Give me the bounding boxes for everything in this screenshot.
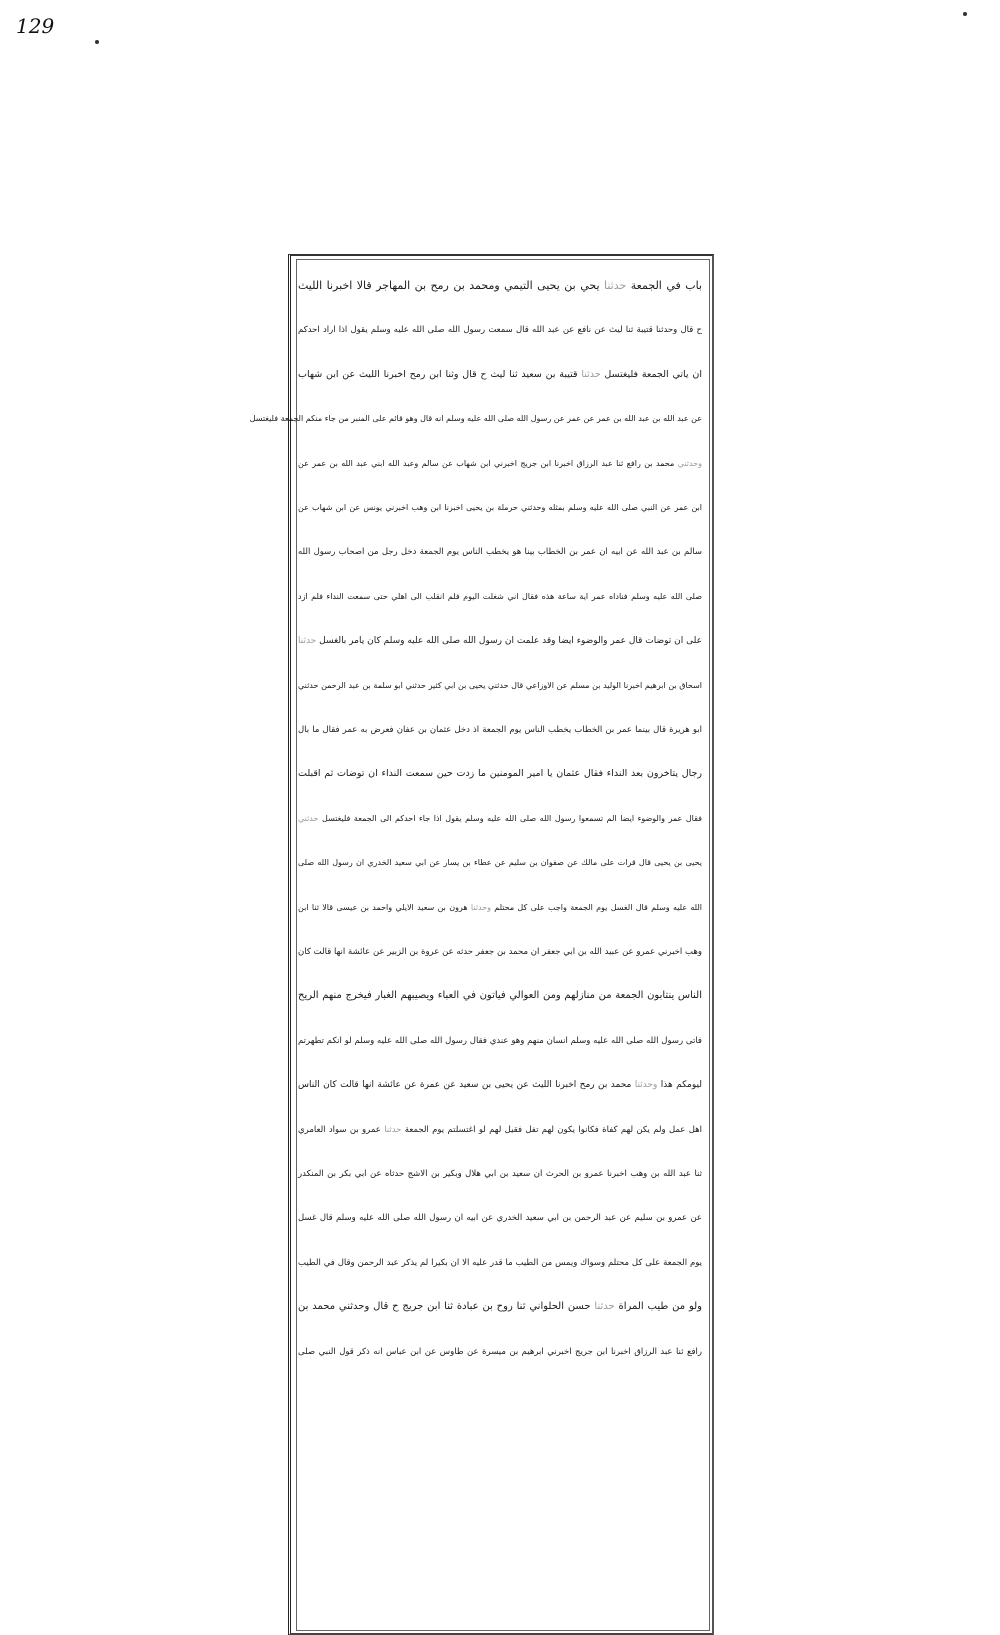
- line-text: سالم بن عبد الله عن ابيه ان عمر بن الخطاب بينا هو يخطب الناس يوم الجمعة دخل رجل من اصحاب رسول الله: [298, 547, 702, 558]
- line-text: ان ياتي الجمعة فليغتسل: [604, 368, 702, 380]
- manuscript-line: [298, 754, 702, 794]
- manuscript-line: [298, 1198, 702, 1238]
- manuscript-line: [298, 1154, 702, 1194]
- manuscript-line: [298, 888, 702, 928]
- line-text: وهب اخبرني عمرو عن عبيد الله بن ابي جعفر ان محمد بن جعفر حدثه عن عروة بن الزبير عن عائشة انها قالت كان: [298, 947, 702, 957]
- line-text: رجال يتاخرون بعد النداء فقال عثمان يا امير المومنين ما زدت حين سمعت النداء ان توضات ثم اقبلت: [298, 768, 702, 780]
- line-text: يحيى بن يحيى قال قرات على مالك عن صفوان بن سليم عن عطاء بن يسار عن ابي سعيد الخدري ان رسول الله صلى: [298, 858, 702, 868]
- page-number: 129: [16, 14, 55, 38]
- line-text: عن عمرو بن سليم عن عبد الرحمن بن ابي سعيد الخدري عن ابيه ان رسول الله صلى الله عليه وسلم قال غسل: [298, 1213, 702, 1224]
- manuscript-line: [298, 666, 702, 706]
- manuscript-line: [249, 399, 702, 439]
- line-text: فقال عمر والوضوء ايضا الم تسمعوا رسول الله صلى الله عليه وسلم يقول اذا جاء احدكم الى الجمعة فليغتسل: [322, 813, 702, 823]
- manuscript-line: [298, 799, 702, 839]
- manuscript-line: [298, 932, 702, 972]
- rubric-word: وحدثني: [677, 458, 702, 468]
- manuscript-line: [298, 621, 702, 661]
- rubric-word: وحدثنا: [470, 902, 491, 912]
- ink-speck: [95, 40, 99, 44]
- line-text: محمد بن رافع ثنا عبد الرزاق اخبرنا ابن جريج اخبرني ابن شهاب عن سالم وعبد الله ابني عبد الله بن عمر عن: [298, 458, 675, 468]
- manuscript-text-block: [249, 262, 702, 1632]
- line-text: يوم الجمعة على كل محتلم وسواك ويمس من الطيب ما قدر عليه الا ان بكيرا لم يذكر عبد الرحمن وقال في الطيب: [298, 1257, 702, 1268]
- chapter-heading: باب في الجمعة: [630, 279, 702, 292]
- rubric-word: حدثنا: [594, 1301, 615, 1313]
- line-text: هرون بن سعيد الايلي واحمد بن عيسى قالا ثنا ابن: [298, 902, 468, 912]
- line-text: ابن عمر عن النبي صلى الله عليه وسلم بمثله وحدثني حرملة بن يحيى اخبرنا ابن وهب اخبرني يونس عن ابن شهاب عن: [298, 503, 702, 512]
- line-text: ح قال وحدثنا قتيبة ثنا ليث عن نافع عن عبد الله قال سمعت رسول الله صلى الله عليه وسلم يقول اذا اراد احدكم: [298, 325, 702, 336]
- manuscript-line: [298, 532, 702, 572]
- rubric-word: وحدثنا: [634, 1080, 658, 1091]
- manuscript-line: [298, 488, 702, 528]
- line-text: الله عليه وسلم قال الغسل يوم الجمعة واجب على كل محتلم: [494, 902, 702, 912]
- line-text: ليومكم هذا: [660, 1080, 702, 1091]
- line-text: حسن الحلواني ثنا روح بن عبادة ثنا ابن جريج ح قال وحدثني محمد بن: [298, 1301, 591, 1313]
- line-text: على ان توضات قال عمر والوضوء ايضا وقد علمت ان رسول الله صلى الله عليه وسلم كان يامر بالغسل: [319, 636, 702, 647]
- line-text: صلى الله عليه وسلم فناداه عمر اية ساعة هذه فقال اني شغلت اليوم فلم انقلب الى اهلي حتى سمعت النداء فلم ازد: [298, 591, 702, 601]
- manuscript-line: [298, 1065, 702, 1105]
- line-text: الناس ينتابون الجمعة من منازلهم ومن العوالي فياتون في العباء ويصيبهم الغبار فيخرج منهم الريح: [298, 990, 702, 1002]
- line-text: فاتى رسول الله صلى الله عليه وسلم انسان منهم وهو عندي فقال رسول الله صلى الله عليه وسلم لو انكم تطهرتم: [298, 1035, 702, 1046]
- manuscript-line: [298, 1021, 702, 1061]
- line-text: يحي بن يحيى التيمي ومحمد بن رمح بن المهاجر قالا اخبرنا الليث: [298, 279, 600, 292]
- manuscript-line: [298, 1287, 702, 1327]
- manuscript-line: [298, 1332, 702, 1372]
- manuscript-line: [298, 843, 702, 883]
- line-text: عمرو بن سواد العامري: [298, 1124, 381, 1135]
- manuscript-line: [298, 976, 702, 1016]
- manuscript-line: [298, 1110, 702, 1150]
- line-text: رافع ثنا عبد الرزاق اخبرنا ابن جريج اخبرني ابرهيم بن ميسرة عن طاوس عن ابن عباس انه ذكر قول النبي صلى: [298, 1346, 702, 1357]
- line-text: محمد بن رمح اخبرنا الليث عن يحيى بن سعيد عن عمرة عن عائشة انها قالت كان الناس: [298, 1080, 632, 1091]
- rubric-word: حدثنا: [384, 1124, 402, 1135]
- line-text: ولو من طيب المراة: [618, 1301, 702, 1313]
- rubric-word: حدثنا: [604, 279, 627, 292]
- manuscript-line: [298, 355, 702, 395]
- manuscript-line: [298, 310, 702, 350]
- manuscript-line: [298, 266, 702, 306]
- rubric-word: حدثني: [298, 813, 319, 823]
- ink-speck: [963, 12, 967, 16]
- manuscript-line: [298, 444, 702, 484]
- line-text: قتيبة بن سعيد ثنا ليث ح قال وثنا ابن رمح اخبرنا الليث عن ابن شهاب: [298, 368, 578, 380]
- manuscript-line: [298, 1243, 702, 1283]
- manuscript-line: [298, 577, 702, 617]
- line-text: ابو هريرة قال بينما عمر بن الخطاب يخطب الناس يوم الجمعة اذ دخل عثمان بن عفان فعرض به عمر فقال ما بال: [298, 725, 702, 735]
- rubric-word: حدثنا: [298, 636, 317, 647]
- line-text: اسحاق بن ابرهيم اخبرنا الوليد بن مسلم عن الاوزاعي قال حدثني يحيى بن ابي كثير حدثني ابو سلمة بن عبد الرحمن حدثني: [298, 680, 702, 690]
- manuscript-line: [298, 710, 702, 750]
- line-text: عن عبد الله بن عبد الله بن عمر عن عمر عن رسول الله صلى الله عليه وسلم انه قال وهو قائم على المنبر من جاء منكم الجمعة فليغتسل: [249, 414, 702, 424]
- rubric-word: حدثنا: [581, 368, 601, 380]
- line-text: اهل عمل ولم يكن لهم كفاة فكانوا يكون لهم تفل فقيل لهم لو اغتسلتم يوم الجمعة: [404, 1124, 702, 1135]
- line-text: ثنا عبد الله بن وهب اخبرنا عمرو بن الحرث ان سعيد بن ابي هلال وبكير بن الاشج حدثاه عن ابي بكر بن المنكدر: [298, 1169, 702, 1179]
